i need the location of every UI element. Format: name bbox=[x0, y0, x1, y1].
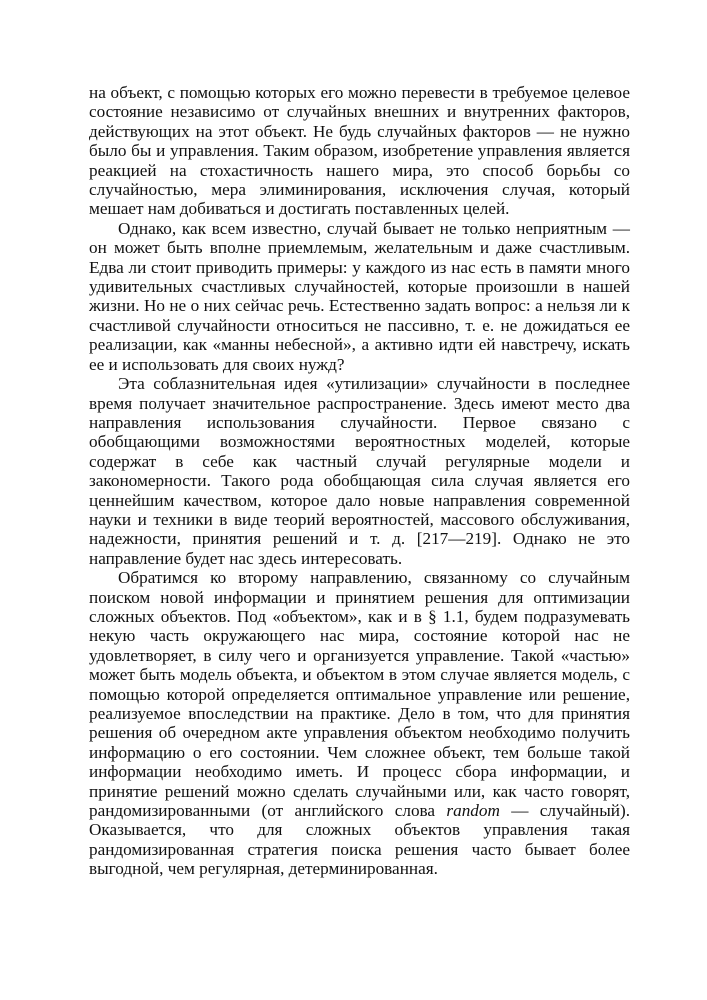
paragraph-2-text: Однако, как всем известно, случай бывает не только неприятным — он может быть вполне приемлемым, желательным и даже счастливым. Едва ли стоит приводить примеры: у каждого из нас есть в памяти много удивительных счастливых случайностей, которые произошли в нашей жизни. Но не о них сейчас речь. Естественно задать вопрос: а нельзя ли к счастливой случайности относиться не пассивно, т. е. не дожидаться ее реализации, как «манны небесной», а активно идти ей навстречу, искать ее и использовать для своих нужд? bbox=[89, 218, 630, 374]
paragraph-4-text-end: — случайный). Оказывается, что для сложных объектов управления такая рандомизированная стратегия поиска решения часто бывает более выгодной, чем регулярная, детерминированная. bbox=[89, 801, 630, 879]
paragraph-3-text: Эта соблазнительная идея «утилизации» случайности в последнее время получает значительное распространение. Здесь имеют место два направления использования случайности. Первое связано с обобщающими возможностями вероятностных моделей, которые содержат в себе как частный случай регулярные модели и закономерности. Такого рода обобщающая сила случая является его ценнейшим качеством, которое дало новые направления современной науки и техники в виде теорий вероятностей, массового обслуживания, надежности, принятия решений и т. д. [217—219]. Однако не это направление будет нас здесь интересовать. bbox=[89, 374, 630, 568]
paragraph-4-text-start: Обратимся ко второму направлению, связанному со случайным поиском новой информации и принятием решения для оптимизации сложных объектов. Под «объектом», как и в § 1.1, будем подразумевать некую часть окружающего нас мира, состояние которой нас не удовлетворяет, в силу чего и организуется управление. Такой «частью» может быть модель объекта, и объектом в этом случае является модель, с помощью которой определяется оптимальное управление или решение, реализуемое впоследствии на практике. Дело в том, что для принятия решения об очередном акте управления объектом необходимо получить информацию о его состоянии. Чем сложнее объект, тем больше такой информации необходимо иметь. И процесс сбора информации, и принятие решений можно сделать случайными или, как часто говорят, рандомизированными (от английского слова bbox=[89, 568, 630, 821]
paragraph-3 bbox=[89, 374, 630, 568]
paragraph-4 bbox=[89, 568, 630, 879]
paragraph-2 bbox=[89, 219, 630, 374]
page-body-text bbox=[89, 83, 630, 879]
italic-term-random: random bbox=[446, 801, 500, 821]
paragraph-1 bbox=[89, 83, 630, 219]
paragraph-1-text: на объект, с помощью которых его можно перевести в требуемое целевое состояние независимо от случайных внешних и внутренних факторов, действующих на этот объект. Не будь случайных факторов — не нужно было бы и управления. Таким образом, изобретение управления является реакцией на стохастичность нашего мира, это способ борьбы со случайностью, мера элиминирования, исключения случая, который мешает нам добиваться и достигать поставленных целей. bbox=[89, 83, 630, 219]
